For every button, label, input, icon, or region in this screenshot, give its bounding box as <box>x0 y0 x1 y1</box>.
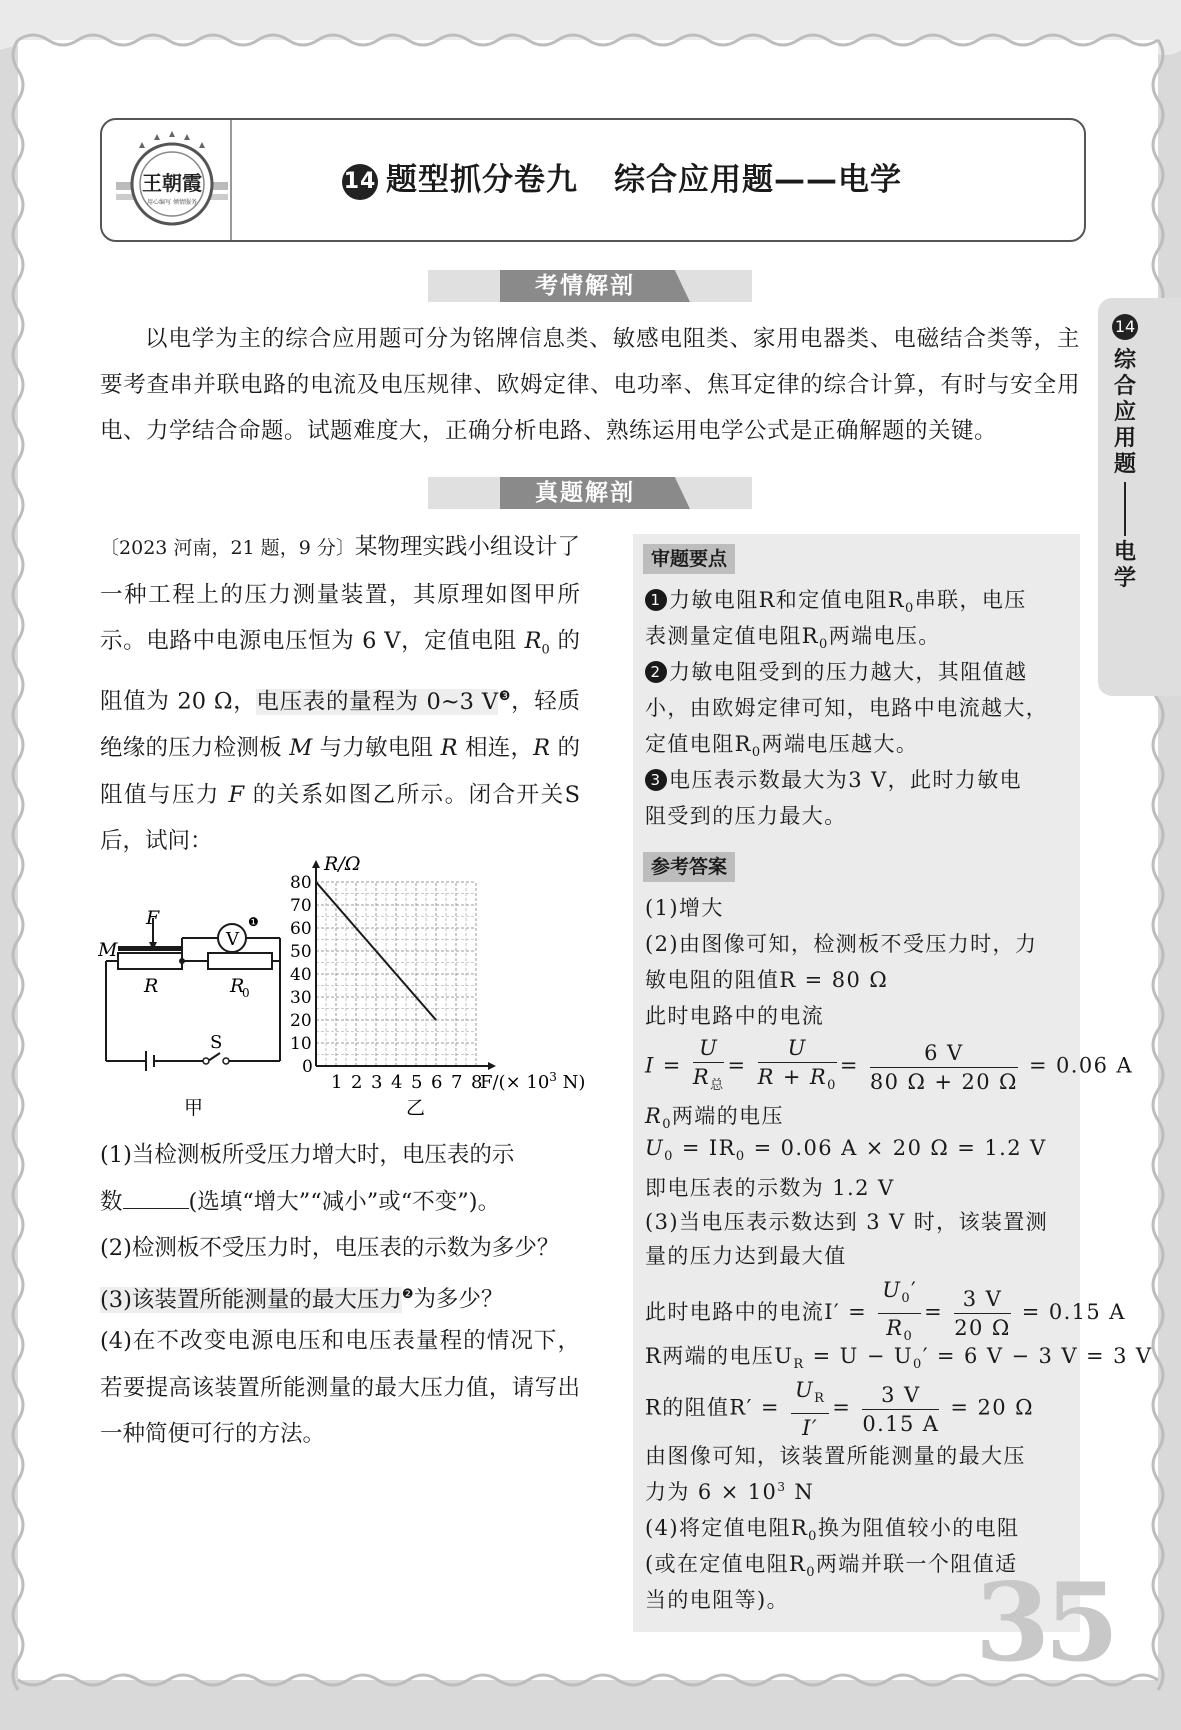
mark-1: ❶ <box>248 915 259 929</box>
intro-paragraph: 以电学为主的综合应用题可分为铭牌信息类、敏感电阻类、家用电器类、电磁结合类等，主要考查串并联电路的电流及电压规律、欧姆定律、电功率、焦耳定律的综合计算，有时与安全用电、力学结合命题。试题难度大，正确分析电路、熟练运用电学公式是正确解题的关键。 <box>100 326 1080 444</box>
question-2: (2)检测板不受压力时，电压表的示数为多少？ <box>100 1235 560 1261</box>
y-tick-label: 40 <box>290 965 312 985</box>
svg-text:0: 0 <box>242 986 250 1000</box>
x-tick-label: 4 <box>391 1072 403 1093</box>
x-tick-label: 8 <box>471 1072 483 1093</box>
x-axis-label: $F/(\times 10^3$ N) <box>480 1070 586 1093</box>
side-tab-char: 应 <box>1113 400 1136 425</box>
caption-yi: 乙 <box>406 1097 426 1119</box>
x-axis-arrow <box>488 1062 496 1070</box>
y-tick-label: 60 <box>290 919 312 939</box>
caption-jia: 甲 <box>184 1097 204 1119</box>
logo-motto: 用心编写 倾情服务 <box>147 199 197 206</box>
logo-text: 王朝霞 <box>142 171 202 195</box>
label-R: R <box>144 975 159 997</box>
voltmeter-label: V <box>226 929 239 950</box>
resistance-force-chart <box>290 856 585 1119</box>
label-M: M <box>98 939 118 961</box>
y-tick-label: 30 <box>290 988 312 1008</box>
problem-statement: 〔2023 河南，21 题，9 分〕某物理实践小组设计了一种工程上的压力测量装置，其原理如图甲所示。电路中电源电压恒为 6 V，定值电阻 $R_0$ 的阻值为 20 Ω，电压表的量程为 0~3 $V^❸$，轻质绝缘的压力检测板 M 与力敏电阻 R 相连，R 的阻值与压力 F 的关系如图乙所示。闭合开关S后，试问： <box>100 534 581 854</box>
x-tick-label: 1 <box>331 1072 343 1093</box>
review-tag: 审题要点 <box>643 544 735 574</box>
circuit-diagram <box>106 918 280 1071</box>
y-tick-label: 80 <box>290 873 312 893</box>
x-tick-label: 5 <box>411 1072 423 1093</box>
y-tick-label: 70 <box>290 896 312 916</box>
y-axis-arrow <box>312 860 320 868</box>
x-tick-label: 7 <box>451 1072 463 1093</box>
answer-tag: 参考答案 <box>643 852 735 882</box>
equation-current: I = $\frac{U}{R_总}$ = $\frac{U}{R + R_0}$ = $\frac{6 V}{80 \Omega + 20 \Omega}$ = 0.06 A <box>645 1036 1134 1094</box>
question-3: (3)该装置所能测量的最大压力$^❷$为多少？ <box>100 1286 504 1313</box>
side-chapter-tab[interactable]: 14 综 合 应 用 题 电 学 <box>1098 298 1181 696</box>
x-tick-label: 2 <box>351 1072 363 1093</box>
label-S: S <box>210 1032 223 1053</box>
answer-blank[interactable] <box>123 1186 189 1209</box>
x-tick-label: 3 <box>371 1072 383 1093</box>
origin-label: 0 <box>302 1057 313 1077</box>
side-tab-char: 用 <box>1113 426 1136 451</box>
side-tab-char: 题 <box>1113 452 1136 477</box>
y-axis-label: R/Ω <box>324 856 361 875</box>
page-number: 35 <box>975 1560 1114 1686</box>
label-F: F <box>146 907 160 929</box>
y-tick-label: 10 <box>290 1034 312 1054</box>
equation-max-current: 此时电路中的电流I′ = $\frac{U_0'}{R_0}$ = $\frac{3 V}{20 \Omega}$ = 0.15 A <box>645 1278 1126 1345</box>
side-tab-char: 学 <box>1113 566 1136 591</box>
question-1: (1)当检测板所受压力增大时，电压表的示 数 (选填“增大”“减小”或“不变”)。 <box>100 1142 515 1215</box>
x-tick-label: 6 <box>431 1072 443 1093</box>
publisher-logo <box>112 128 232 232</box>
y-tick-label: 20 <box>290 1011 312 1031</box>
section-banner-analysis: 考情解剖 <box>428 270 752 302</box>
side-tab-char: 综 <box>1113 348 1136 373</box>
label-R0: R <box>230 975 245 997</box>
question-4: (4)在不改变电源电压和电压表量程的情况下，若要提高该装置所能测量的最大压力值，请写出一种简便可行的方法。 <box>100 1328 580 1447</box>
problem-figure <box>98 856 598 1126</box>
side-tab-char: 合 <box>1113 374 1136 399</box>
answer-panel: 审题要点 1 力敏电阻R和定值电阻$R_0$串联，电压 表测量定值电阻$R_0$两端电压。 2 力敏电阻受到的压力越大，其阻值越 小，由欧姆定律可知，电路中电流越大， 定值电阻$R_0$两端电压越大。 3 电压表示数最大为3 V，此时力敏电 阻受到的压力最大。 参考答案 (1)增大 (2)由图像可知，检测板不受压力时，力 敏电阻的阻值R = 80 Ω 此时电路中的电流 I = $\frac{U}{R_总}$ = $\frac{U}{R + R_0}$ = $\frac{6 V}{80 \Omega + 20 \Omega}$ = 0.06 A $R_0$两端的电压 $U_0 = IR_0 = 0.06$ A × 20 Ω = 1.2 V 即电压表的示数为 1.2 V (3)当电压表示数达到 3 V 时，该装置测 量的压力达到最大值 此时电路中的电流I′ = $\frac{U_0'}{R_0}$ = $\frac{3 V}{20 \Omega}$ = 0.15 A R两端的电压$U_R = U - U_0' = 6$ V − 3 V = 3 V R的阻值R′ = $\frac{U_R}{I'}$ = $\frac{3 V}{0.15 A}$ = 20 Ω 由图像可知，该装置所能测量的最大压 力为 $6 \times 10^3$ N (4)将定值电阻$R_0$换为阻值较小的电阻 (或在定值电阻$R_0$两端并联一个阻值适 当的电阻等)。 <box>633 534 1080 1632</box>
chapter-header <box>100 118 1086 242</box>
page-title: 14 题型抓分卷九 综合应用题——电学 <box>343 162 902 198</box>
equation-resistance: R的阻值R′ = $\frac{U_R}{I'}$ = $\frac{3 V}{0.15 A}$ = 20 Ω <box>645 1378 1034 1441</box>
side-tab-char: 电 <box>1113 540 1136 565</box>
y-tick-label: 50 <box>290 942 312 962</box>
section-banner-real: 真题解剖 <box>428 477 752 509</box>
chapter-number: 14 <box>342 164 378 200</box>
